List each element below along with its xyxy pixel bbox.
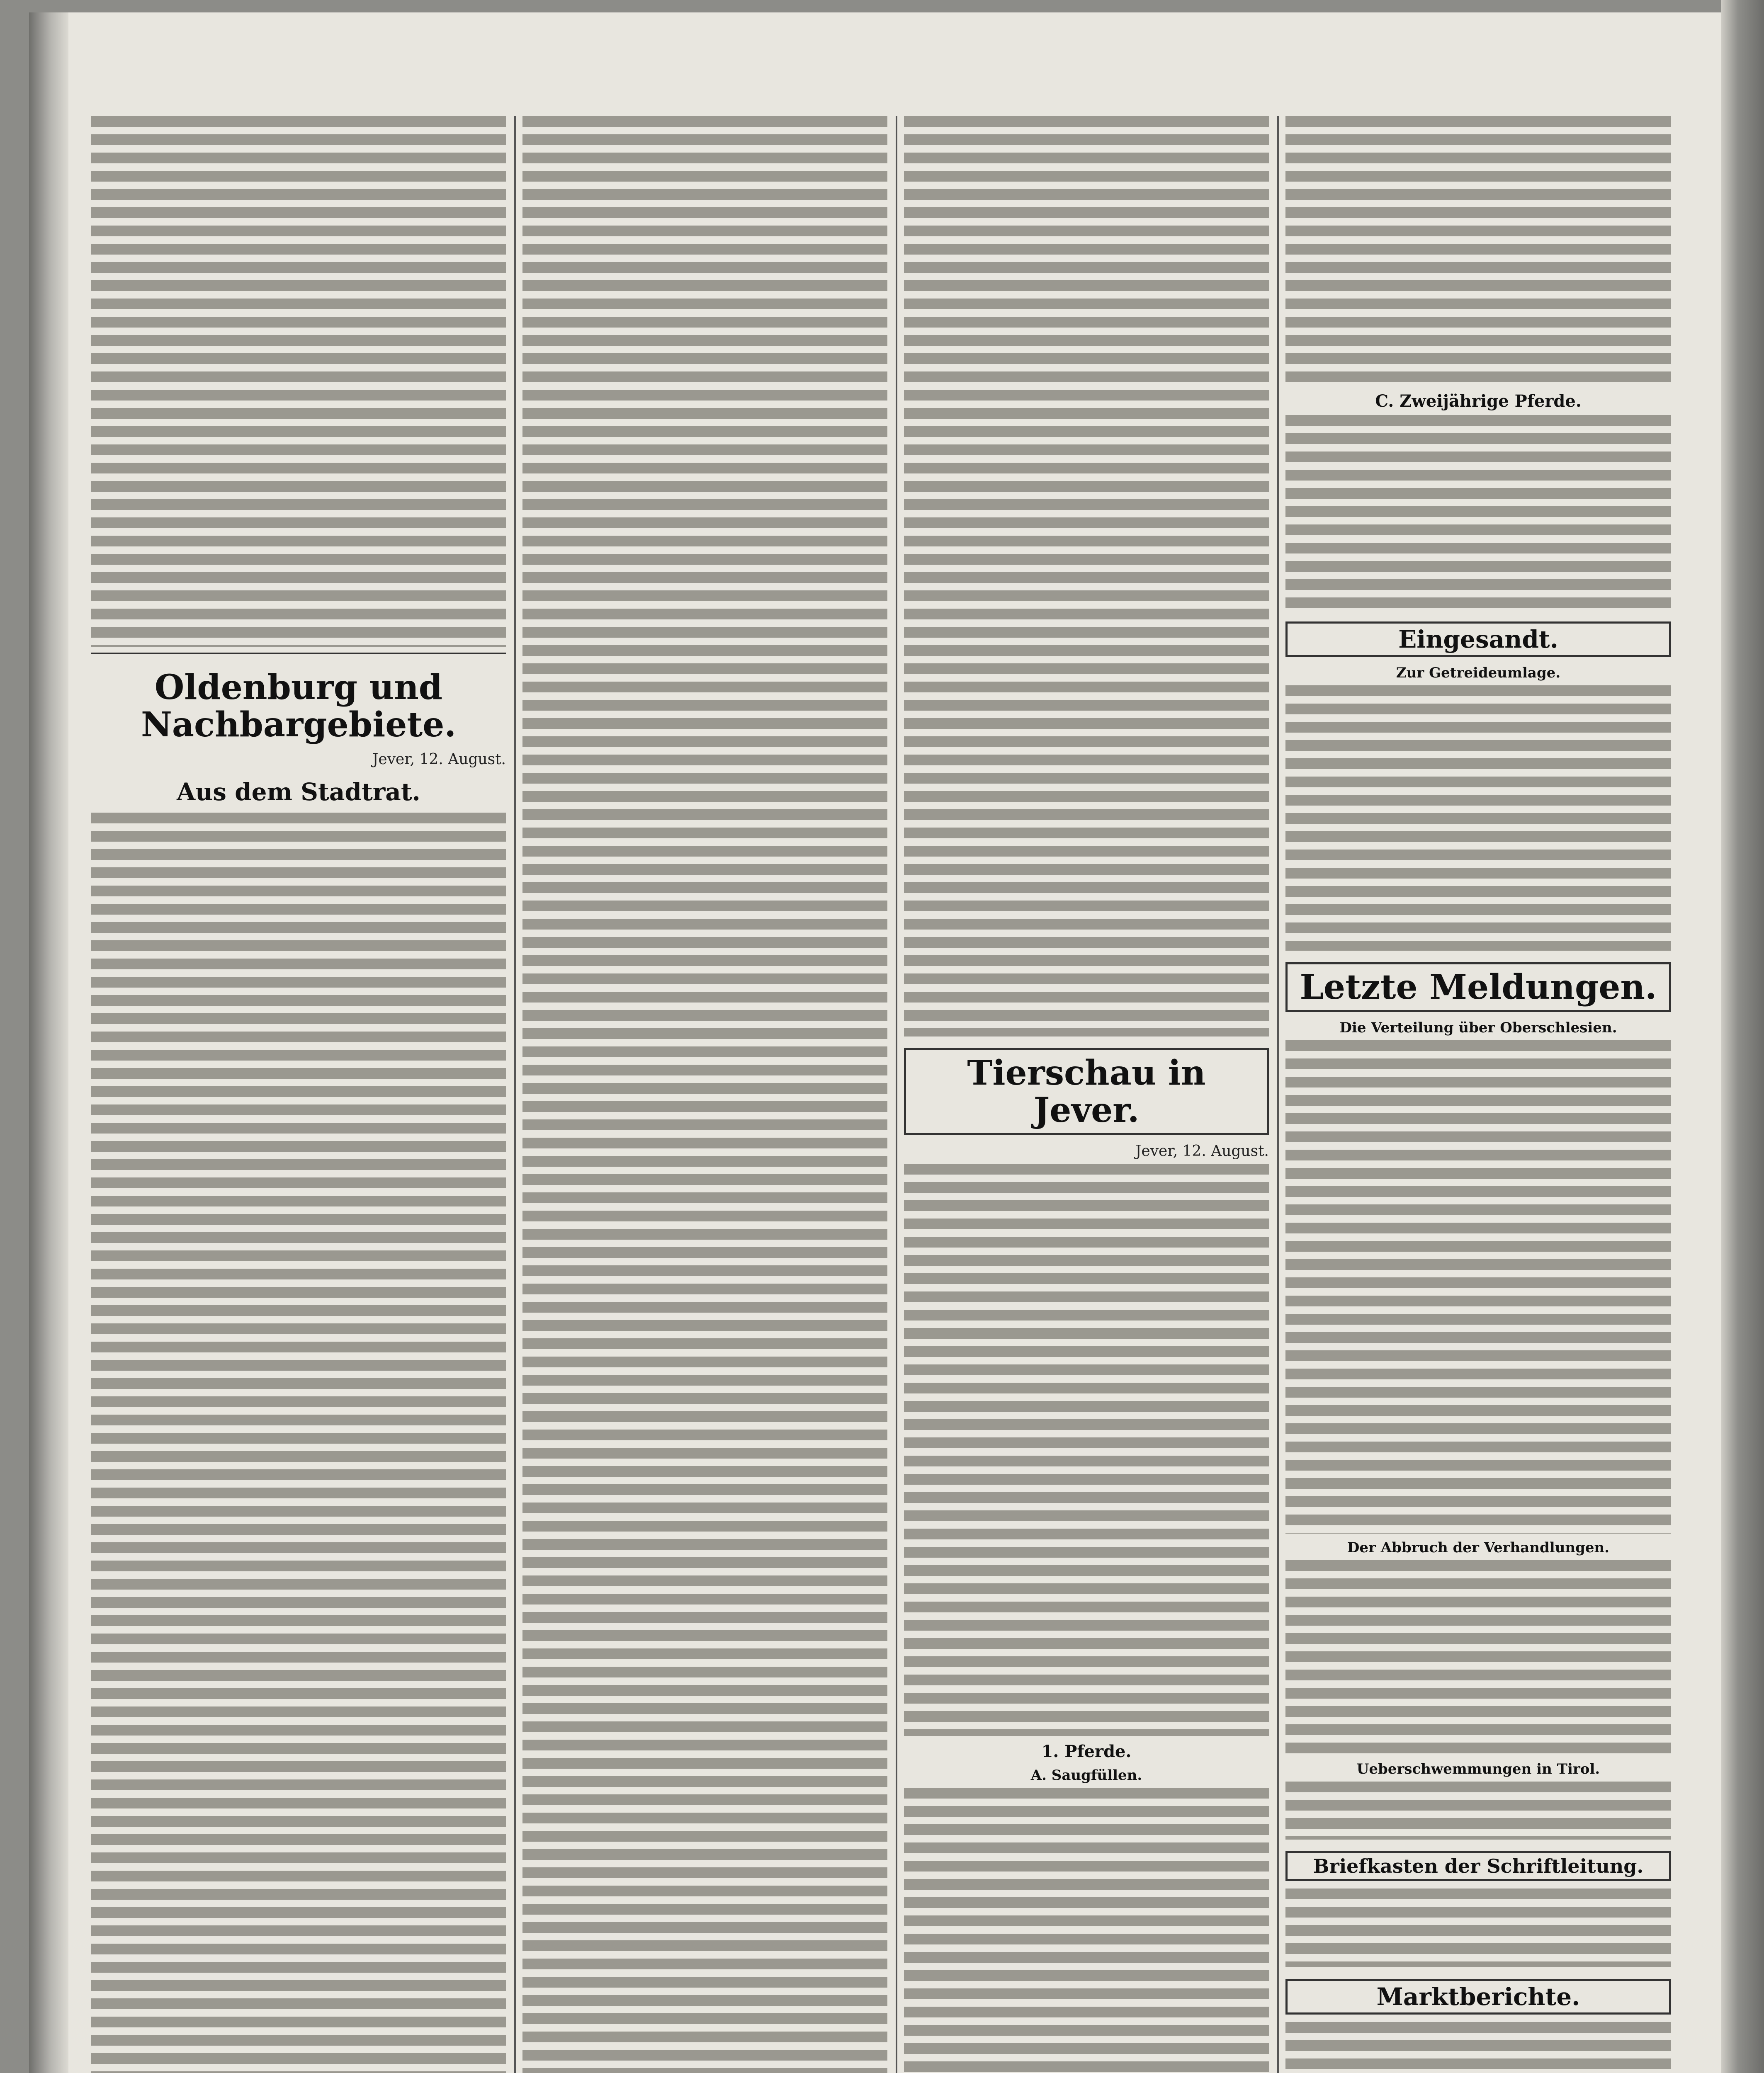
article-heading-box xyxy=(904,1048,1269,1135)
article-text-block xyxy=(91,116,506,647)
article-text-block xyxy=(1285,116,1671,386)
column-divider xyxy=(896,116,897,2073)
column-divider xyxy=(514,116,516,2073)
article-subhead: Aus dem Stadtrat. xyxy=(177,778,420,806)
section-heading: Eingesandt. xyxy=(1398,625,1558,653)
article-text-block xyxy=(904,1788,1269,2073)
subsection-heading: C. Zweijährige Pferde. xyxy=(1375,391,1582,411)
subsection-heading: Zur Getreideumlage. xyxy=(1396,665,1561,681)
article-text-block xyxy=(904,1164,1269,1736)
article-text-block xyxy=(1285,1889,1671,1967)
section-heading: Marktberichte. xyxy=(1376,1983,1580,2011)
subsection-heading: Ueberschwemmungen in Tirol. xyxy=(1356,1761,1600,1778)
article-text-block xyxy=(1285,415,1671,610)
article-text-block xyxy=(1285,1040,1671,1534)
column-1 xyxy=(91,116,506,2073)
page-binding-shadow xyxy=(29,12,68,2073)
divider xyxy=(91,653,506,654)
subsection-heading: Die Verteilung über Oberschlesien. xyxy=(1339,1020,1617,1036)
subsection-heading: 1. Pferde. xyxy=(1041,1742,1132,1762)
column-divider xyxy=(1277,116,1279,2073)
subsection-heading: A. Saugfüllen. xyxy=(1030,1767,1142,1784)
article-text-block xyxy=(904,116,1269,1036)
section-heading-box xyxy=(1285,1979,1671,2015)
section-heading-box xyxy=(1285,621,1671,657)
column-2 xyxy=(522,116,887,2073)
section-heading-box xyxy=(1285,1851,1671,1881)
article-text-block xyxy=(91,813,506,2073)
column-4 xyxy=(1285,116,1671,2073)
article-text-block xyxy=(1285,1782,1671,1840)
article-text-block xyxy=(522,116,887,2073)
subsection-heading: Der Abbruch der Verhandlungen. xyxy=(1347,1539,1610,1556)
section-title: Oldenburg und Nachbargebiete. xyxy=(141,668,457,745)
newspaper-page xyxy=(29,12,1721,2073)
article-text-block xyxy=(1285,2022,1671,2073)
dateline: Jever, 12. August. xyxy=(372,751,506,768)
section-heading: Briefkasten der Schriftleitung. xyxy=(1313,1855,1644,1878)
article-text-block xyxy=(1285,1560,1671,1755)
column-3 xyxy=(904,116,1269,2073)
section-heading-box xyxy=(1285,962,1671,1012)
article-heading: Tierschau in Jever. xyxy=(967,1053,1206,1131)
article-text-block xyxy=(1285,685,1671,951)
page-edge-shadow xyxy=(1721,0,1764,2073)
dateline: Jever, 12. August. xyxy=(1135,1143,1269,1160)
section-heading: Letzte Meldungen. xyxy=(1300,967,1657,1007)
